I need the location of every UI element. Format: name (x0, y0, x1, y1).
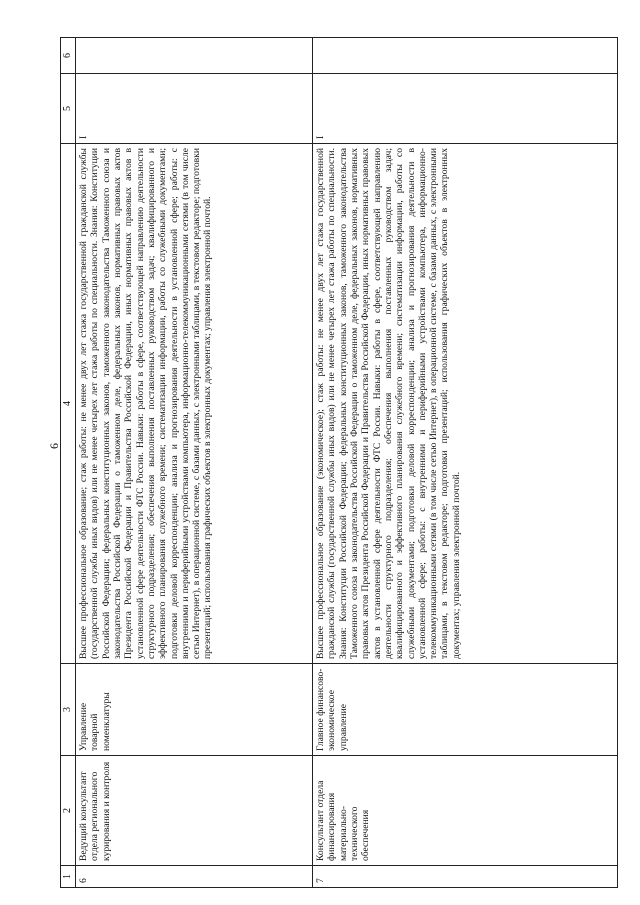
department-name: Главное финансово-экономическое управление (313, 664, 618, 756)
column-header: 4 (61, 144, 76, 664)
rotated-table-container (60, 38, 636, 888)
table-row (313, 38, 618, 888)
row-number: 6 (76, 866, 313, 888)
column-header: 2 (61, 756, 76, 866)
column-header: 6 (61, 38, 76, 74)
column-5-value: I (313, 74, 618, 144)
row-number: 7 (313, 866, 618, 888)
table-row (76, 38, 313, 888)
column-header: 1 (61, 866, 76, 888)
column-header: 5 (61, 74, 76, 144)
position-title: Ведущий консультант отдела регионального курирования и контроля (76, 756, 313, 866)
qualification-requirements: Высшее профессиональное образование (экономическое); стаж работы: не менее двух лет стажа государственной гражданской службы (государственной службы иных видов) или не менее четырех лет стажа работы по специальности. Знания: Конституции Российской Федерации; федеральных конституционных законов, таможенного законодательства Таможенного союза и законодательства Российской Федерации о таможенном деле, федеральных законов, нормативных правовых актов Президента Российской Федерации и Правительства Российской Федерации, иных нормативных правовых актов в установленной сфере деятельности ФТС России. Навыки: работы в сфере, соответствующей направлению деятельности структурного подразделения; обеспечения выполнения поставленных руководством задач; квалифицированного и эффективного планирования служебного времени; систематизации информации, работы со служебными документами; подготовки деловой корреспонденции; анализа и прогнозирования деятельности в установленной сфере; работы: с внутренними и периферийными устройствами компьютера, информационно-телекоммуникационными сетями (в том числе сетью Интернет), в операционной системе, с базами данных, с электронными таблицами, в текстовом редакторе; подготовки презентаций; использования графических объектов в электронных документах; управления электронной почтой. (313, 144, 618, 664)
positions-table (60, 37, 618, 888)
position-title: Консультант отдела финансирования материально-технического обеспечения (313, 756, 618, 866)
column-header: 3 (61, 664, 76, 756)
page-number: 6 (47, 443, 61, 449)
column-5-value: I (76, 74, 313, 144)
column-6-value (76, 38, 313, 74)
qualification-requirements: Высшее профессиональное образование; стаж работы: не менее двух лет стажа государственной гражданской службы (государственной службы иных видов) или не менее четырех лет стажа работы по специальности. Знания: Конституции Российской Федерации; федеральных конституционных законов, таможенного законодательства Таможенного союза и законодательства Российской Федерации о таможенном деле, федеральных законов, нормативных правовых актов Президента Российской Федерации и Правительства Российской Федерации, иных нормативных правовых актов в установленной сфере деятельности ФТС России. Навыки: работы в сфере, соответствующей направлению деятельности структурного подразделения; обеспечения выполнения поставленных руководством задач; квалифицированного и эффективного планирования служебного времени; систематизации информации, работы со служебными документами; подготовки деловой корреспонденции; анализа и прогнозирования деятельности в установленной сфере; работы: с внутренними и периферийными устройствами компьютера, информационно-телекоммуникационными сетями (в том числе сетью Интернет), в операционной системе, с базами данных, с электронными таблицами, в текстовом редакторе; подготовки презентаций; использования графических объектов в электронных документах; управления электронной почтой. (76, 144, 313, 664)
column-6-value (313, 38, 618, 74)
department-name: Управление товарной номенклатуры (76, 664, 313, 756)
table-header-row (61, 38, 76, 888)
